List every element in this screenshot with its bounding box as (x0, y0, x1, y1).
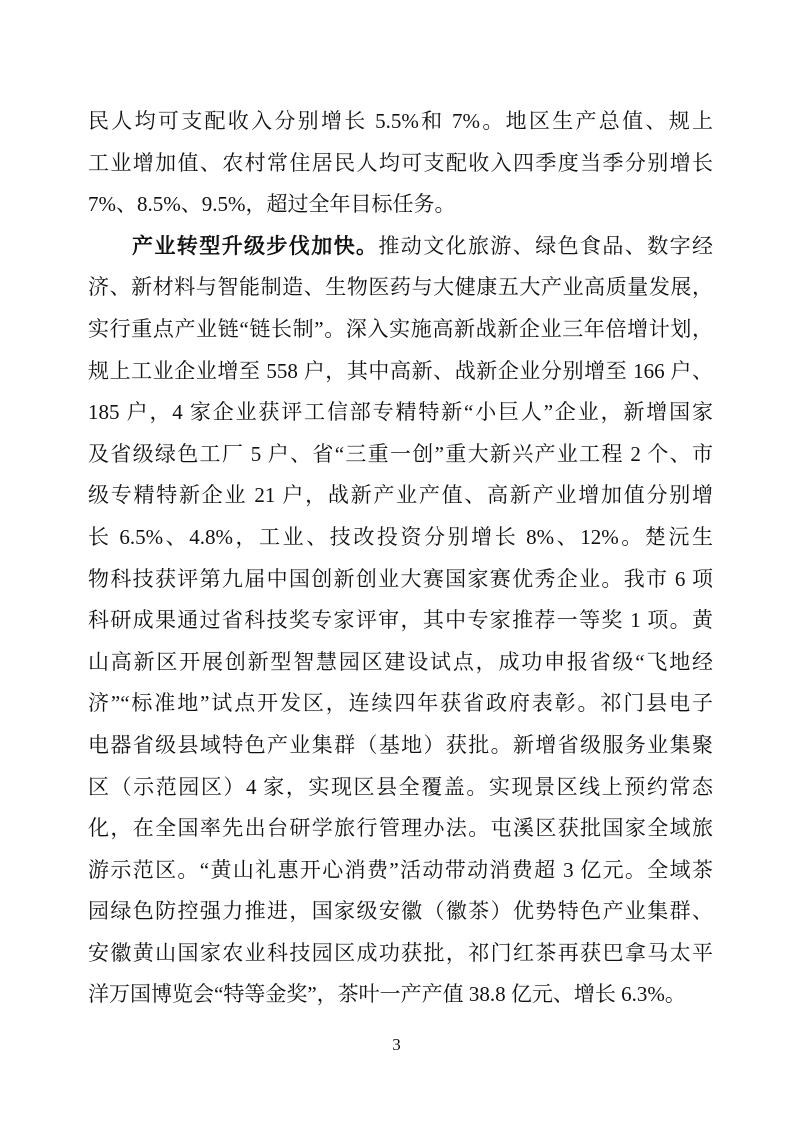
text-line: 实行重点产业链“链长制”。深入实施高新战新企业三年倍增计划， (88, 316, 713, 341)
text-line: 安徽黄山国家农业科技园区成功获批，祁门红茶再获巴拿马太平 (88, 940, 713, 965)
text-line: 185 户，4 家企业获评工信部专精特新“小巨人”企业，新增国家 (88, 400, 713, 425)
text-line: 洋万国博览会“特等金奖”，茶叶一产产值 38.8 亿元、增长 6.3%。 (88, 982, 686, 1007)
text-line: 区（示范园区）4 家，实现区县全覆盖。实现景区线上预约常态 (88, 774, 713, 799)
text-line: 工业增加值、农村常住居民人均可支配收入四季度当季分别增长 (88, 150, 713, 175)
text-line: 民人均可支配收入分别增长 5.5%和 7%。地区生产总值、规上 (88, 109, 713, 133)
text-line: 化，在全国率先出台研学旅行管理办法。屯溪区获批国家全域旅 (88, 816, 713, 841)
text-line: 科研成果通过省科技奖专家评审，其中专家推荐一等奖 1 项。黄 (88, 608, 713, 633)
text-line: 电器省级县域特色产业集群（基地）获批。新增省级服务业集聚 (88, 732, 713, 757)
text-line: 物科技获评第九届中国创新创业大赛国家赛优秀企业。我市 6 项 (88, 566, 713, 591)
text-line: 济”“标准地”试点开发区，连续四年获省政府表彰。祁门县电子 (88, 691, 713, 716)
text-line: 及省级绿色工厂 5 户、省“三重一创”重大新兴产业工程 2 个、市 (88, 441, 713, 466)
text-line: 长 6.5%、4.8%，工业、技改投资分别增长 8%、12%。楚沅生 (88, 524, 713, 549)
text-line: 山高新区开展创新型智慧园区建设试点，成功申报省级“飞地经 (88, 649, 713, 674)
paragraph-heading: 产业转型升级步伐加快。 (132, 233, 379, 258)
text-line: 游示范区。“黄山礼惠开心消费”活动带动消费超 3 亿元。全域茶 (88, 857, 713, 882)
page-number: 3 (392, 1035, 401, 1054)
text-line: 济、新材料与智能制造、生物医药与大健康五大产业高质量发展， (88, 275, 713, 300)
text-line: 园绿色防控强力推进，国家级安徽（徽茶）优势特色产业集群、 (88, 899, 713, 924)
document-body (88, 101, 713, 1016)
text-run: 推动文化旅游、绿色食品、数字经 (378, 233, 713, 258)
text-line (88, 226, 713, 268)
text-line: 级专精特新企业 21 户，战新产业产值、高新产业增加值分别增 (88, 483, 713, 508)
text-line: 7%、8.5%、9.5%，超过全年目标任务。 (88, 192, 456, 217)
text-line: 规上工业企业增至 558 户，其中高新、战新企业分别增至 166 户、 (88, 358, 713, 383)
